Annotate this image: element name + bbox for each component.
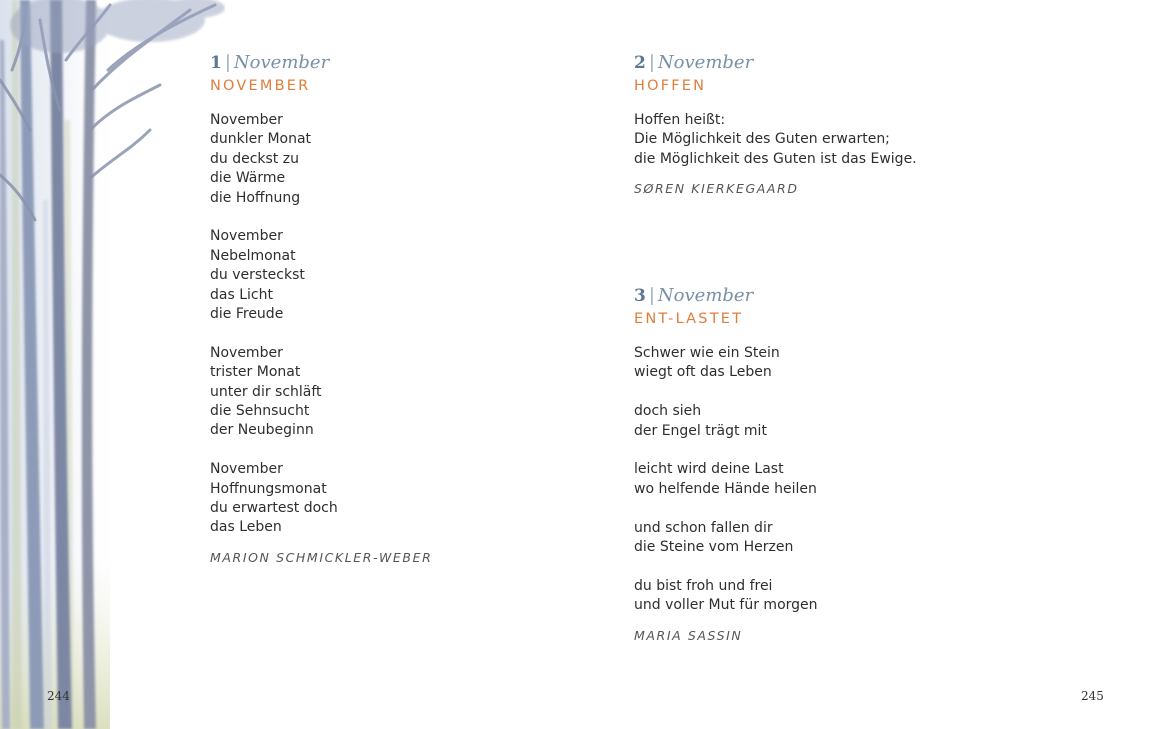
stanza <box>634 460 1054 499</box>
poem-line: das Leben <box>210 519 282 536</box>
entry-date <box>634 285 1054 307</box>
stanza <box>210 460 590 538</box>
date-day: 2 <box>634 53 646 73</box>
poem-line: die Sehnsucht <box>210 403 310 420</box>
poem-line: du versteckst <box>210 267 305 284</box>
date-month: November <box>657 52 754 73</box>
poem-author: MARION SCHMICKLER-WEBER <box>210 549 433 565</box>
poem-line: das Licht <box>210 286 273 303</box>
poem-line: unter dir schläft <box>210 383 322 400</box>
poem-line: wo helfende Hände heilen <box>634 480 817 497</box>
stanza <box>210 344 590 441</box>
date-day: 1 <box>210 53 222 73</box>
poem-line: die Freude <box>210 306 284 323</box>
poem-line: November <box>210 112 283 128</box>
poem-line: der Neubeginn <box>210 422 314 439</box>
poem-line: die Hoffnung <box>210 189 301 206</box>
date-separator: | <box>648 52 655 73</box>
poem-line: wiegt oft das Leben <box>634 364 772 381</box>
entry-november-1 <box>210 52 590 565</box>
page-number-right: 245 <box>1081 689 1104 703</box>
entry-november-2 <box>634 52 1054 196</box>
poem-author: MARIA SASSIN <box>634 627 743 643</box>
entry-date <box>210 52 590 74</box>
stanza <box>634 577 1054 616</box>
date-month: November <box>657 285 754 306</box>
poem-line: die Steine vom Herzen <box>634 539 794 556</box>
poem-line: die Möglichkeit des Guten ist das Ewige. <box>634 150 917 167</box>
poem-line: du bist froh und frei <box>634 577 773 594</box>
poem-line: Die Möglichkeit des Guten erwarten; <box>634 131 890 148</box>
stanza <box>634 344 1054 383</box>
poem-line: der Engel trägt mit <box>634 422 767 439</box>
poem-line: November <box>210 344 283 361</box>
stanza <box>634 402 1054 441</box>
poem-line: und schon fallen dir <box>634 519 773 536</box>
date-separator: | <box>224 52 231 73</box>
date-month: November <box>233 52 330 73</box>
poem-line: trister Monat <box>210 364 301 381</box>
date-separator: | <box>648 285 655 306</box>
poem-line: dunkler Monat <box>210 131 312 148</box>
stanza <box>210 227 590 324</box>
entry-title: HOFFEN <box>634 78 707 94</box>
poem-line: und voller Mut für morgen <box>634 597 818 614</box>
poem-line: du deckst zu <box>210 150 299 167</box>
poem-line: leicht wird deine Last <box>634 461 784 478</box>
entry-title: NOVEMBER <box>210 78 311 94</box>
poem-line: doch sieh <box>634 403 702 420</box>
stanza <box>210 111 590 208</box>
poem-line: du erwartest doch <box>210 500 338 517</box>
entry-date <box>634 52 1054 74</box>
poem-stanzas <box>634 111 1054 169</box>
poem-line: Schwer wie ein Stein <box>634 345 780 361</box>
poem-line: Nebelmonat <box>210 247 296 264</box>
poem-line: Hoffnungsmonat <box>210 480 327 497</box>
stanza <box>634 111 1054 169</box>
watercolor-trees-illustration <box>0 0 225 729</box>
stanza <box>634 519 1054 558</box>
quote-author: SØREN KIERKEGAARD <box>634 181 799 197</box>
entry-november-3 <box>634 285 1054 643</box>
poem-line: November <box>210 228 283 245</box>
date-day: 3 <box>634 286 646 306</box>
page-number-left: 244 <box>47 689 70 703</box>
entry-title: ENT-LASTET <box>634 311 744 327</box>
poem-line: Hoffen heißt: <box>634 112 726 128</box>
poem-stanzas <box>634 344 1054 616</box>
poem-line: die Wärme <box>210 170 286 187</box>
poem-line: November <box>210 461 283 478</box>
poem-stanzas <box>210 111 590 538</box>
